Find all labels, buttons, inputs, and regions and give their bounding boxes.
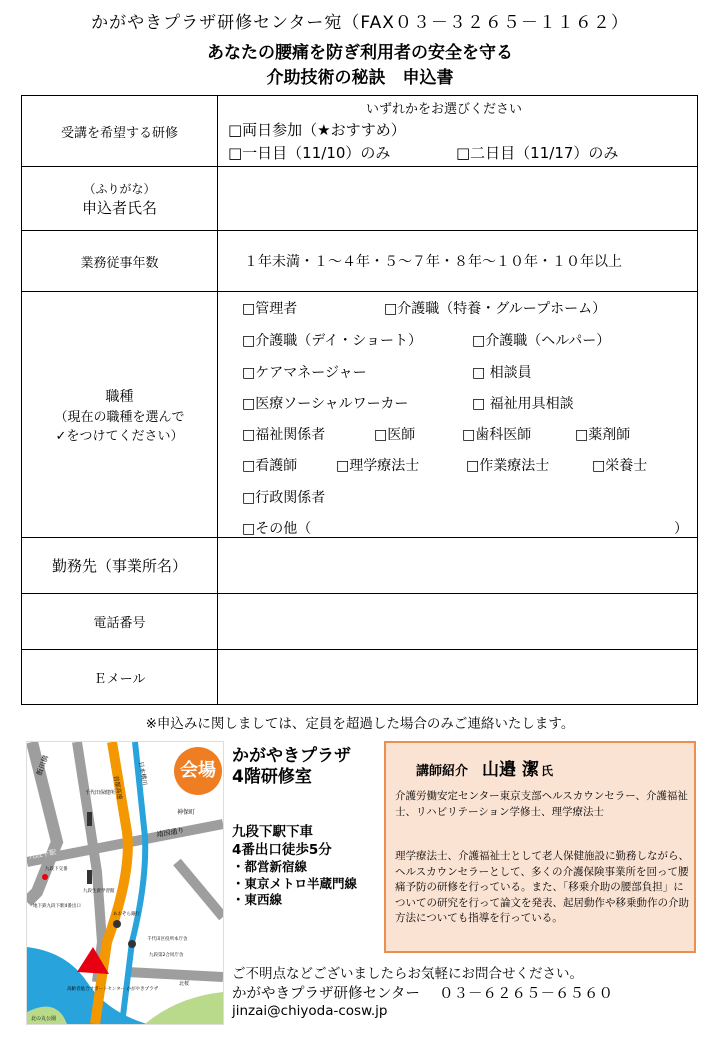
instructor-box: [384, 741, 696, 953]
course-options: [218, 96, 698, 167]
occupation-options: [218, 292, 698, 538]
map-label-gakushukan: 九段生涯学習館: [83, 889, 115, 894]
instructor-bio-1: 介護労働安定センター東京支部ヘルスカウンセラー、介護福祉士、リハビリテーション学修士、理学療法士: [395, 790, 688, 818]
map-label-yasukuni: 靖国通り: [155, 826, 185, 839]
map-label-highway: 首都高速: [112, 775, 124, 800]
row-occupation: [22, 292, 698, 538]
workplace-label: 勤務先（事業所名）: [22, 538, 218, 594]
title-line-1: あなたの腰痛を防ぎ利用者の安全を守る: [207, 43, 513, 63]
access-line-1: 九段下駅下車: [232, 824, 313, 840]
email-input-cell[interactable]: [218, 650, 698, 705]
occ-nurse[interactable]: □看護師: [242, 458, 298, 474]
application-form: [21, 95, 698, 705]
map-label-kudanshita: 九段下駅: [27, 848, 57, 861]
row-workplace: [22, 538, 698, 594]
phone-input-cell[interactable]: [218, 594, 698, 650]
occ-counselor[interactable]: □ 相談員: [472, 365, 532, 381]
map-label-jinbocho: 神保町: [177, 809, 196, 816]
map-building-2: [87, 870, 92, 884]
occ-other-close: ）: [674, 521, 688, 537]
occupation-label: 職種: [105, 388, 134, 405]
occ-msw[interactable]: □医療ソーシャルワーカー: [242, 396, 409, 412]
occ-care-day[interactable]: □介護職（デイ・ショート）: [242, 333, 422, 349]
email-label: Ｅメール: [22, 650, 218, 705]
map-label-koban: 九段下交番: [45, 867, 68, 872]
occ-government[interactable]: □行政関係者: [242, 490, 326, 506]
instructor-heading-label: 講師紹介: [416, 764, 469, 779]
course-instruction: いずれかをお選びください: [366, 102, 523, 117]
map-label-kitanomaru: 北の丸公園: [31, 1016, 57, 1022]
occ-dietitian[interactable]: □栄養士: [592, 458, 648, 474]
map-label-gov-bldg: 九段第2合同庁舎: [149, 953, 184, 958]
name-label-cell: [22, 167, 218, 231]
occ-other[interactable]: □その他（: [242, 521, 312, 537]
map-label-cityhall: 千代田区役所本庁舎: [147, 937, 188, 942]
occ-welfare[interactable]: □福祉関係者: [242, 427, 326, 443]
instructor-name: 山邉 潔: [482, 760, 539, 780]
row-phone: [22, 594, 698, 650]
years-options[interactable]: １年未満・１～４年・５～７年・８年～１０年・１０年以上: [218, 231, 698, 292]
years-label: 業務従事年数: [22, 231, 218, 292]
venue-name-line-2: 4階研修室: [232, 767, 312, 787]
occ-care-facility[interactable]: □介護職（特養・グループホーム）: [384, 301, 607, 317]
occ-care-helper[interactable]: □介護職（ヘルパー）: [472, 333, 611, 349]
access-train-1: ・都営新宿線: [232, 859, 308, 874]
venue-access: [232, 823, 357, 909]
map-bank-dot: [113, 920, 121, 928]
course-option-day1[interactable]: □一日目（11/10）のみ: [228, 144, 391, 162]
occ-care-manager[interactable]: □ケアマネージャー: [242, 365, 367, 381]
notice: ※申込みに関しましては、定員を超過した場合のみご連絡いたします。: [145, 716, 575, 732]
map-building-1: [87, 812, 92, 826]
fax-header: かがやきプラザ研修センター宛（FAX０３－３２６５－１１６２）: [91, 13, 629, 33]
contact-org-phone: かがやきプラザ研修センター ０３－６２６５－６５６０: [232, 986, 614, 1002]
access-train-2: ・東京メトロ半蔵門線: [232, 875, 358, 891]
map-label-hokenjo: 千代田保健所: [85, 790, 116, 796]
map-dot-2: [128, 940, 136, 948]
occ-doctor[interactable]: □医師: [374, 427, 416, 443]
name-furigana: （ふりがな）: [83, 181, 156, 196]
row-years: [22, 231, 698, 292]
name-label: 申込者氏名: [81, 198, 157, 217]
map-label-bank: あおぞら銀行: [113, 912, 140, 917]
row-email: [22, 650, 698, 705]
map-label-river: 日本橋川: [137, 761, 149, 786]
occ-welfare-equipment[interactable]: □ 福祉用具相談: [472, 396, 574, 412]
map-label-exit4: 地下鉄九段下駅4番出口: [33, 904, 81, 909]
title-line-2: 介助技術の秘訣 申込書: [266, 68, 454, 88]
workplace-input-cell[interactable]: [218, 538, 698, 594]
venue-badge: 会場: [174, 747, 222, 795]
contact-inquiry: ご不明点などございましたらお気軽にお問合せください。: [232, 966, 583, 982]
course-option-both[interactable]: □両日参加（★おすすめ）: [228, 121, 406, 139]
occ-pt[interactable]: □理学療法士: [336, 458, 420, 474]
map-label-venue: 高齢者総合サポートセンター かがやきプラザ: [67, 987, 159, 992]
occupation-label-cell: [22, 292, 218, 538]
occ-manager[interactable]: □管理者: [242, 301, 298, 317]
venue-name-line-1: かがやきプラザ: [232, 746, 351, 766]
occ-ot[interactable]: □作業療法士: [466, 458, 550, 474]
occupation-hint-1: （現在の職種を選んで: [54, 409, 185, 425]
map-label-kitazakura: 北桜: [179, 981, 190, 987]
access-train-3: ・東西線: [232, 892, 283, 907]
contact-email[interactable]: jinzai@chiyoda-cosw.jp: [232, 1003, 388, 1019]
occ-dentist[interactable]: □歯科医師: [462, 427, 532, 443]
venue-name: [232, 746, 351, 788]
occ-pharmacist[interactable]: □薬剤師: [575, 427, 631, 443]
map-exit-dot: [42, 874, 48, 880]
row-name: [22, 167, 698, 231]
name-input-cell[interactable]: [218, 167, 698, 231]
map-road-4: [127, 972, 223, 977]
occupation-hint-2: ✓をつけてください）: [55, 428, 184, 444]
instructor-heading: [416, 755, 553, 780]
phone-label: 電話番号: [22, 594, 218, 650]
row-course: [22, 96, 698, 167]
access-line-2: 4番出口徒歩5分: [232, 842, 332, 858]
instructor-honorific: 氏: [540, 764, 553, 778]
instructor-bio-2: 理学療法士、介護福祉士として老人保健施設に勤務しながら、ヘルスカウンセラーとして、多くの介護保険事業所を回って腰痛予防の研修を行っている。また、「移乗介助の腰部負担」についての研究を行って論文を発表、起居動作や移乗動作の介助方法についても指導を行っている。: [395, 850, 689, 924]
map-label-iidabashi: 飯田橋: [35, 754, 51, 777]
course-option-day2[interactable]: □二日目（11/17）のみ: [456, 144, 619, 162]
course-label: 受講を希望する研修: [22, 96, 218, 167]
